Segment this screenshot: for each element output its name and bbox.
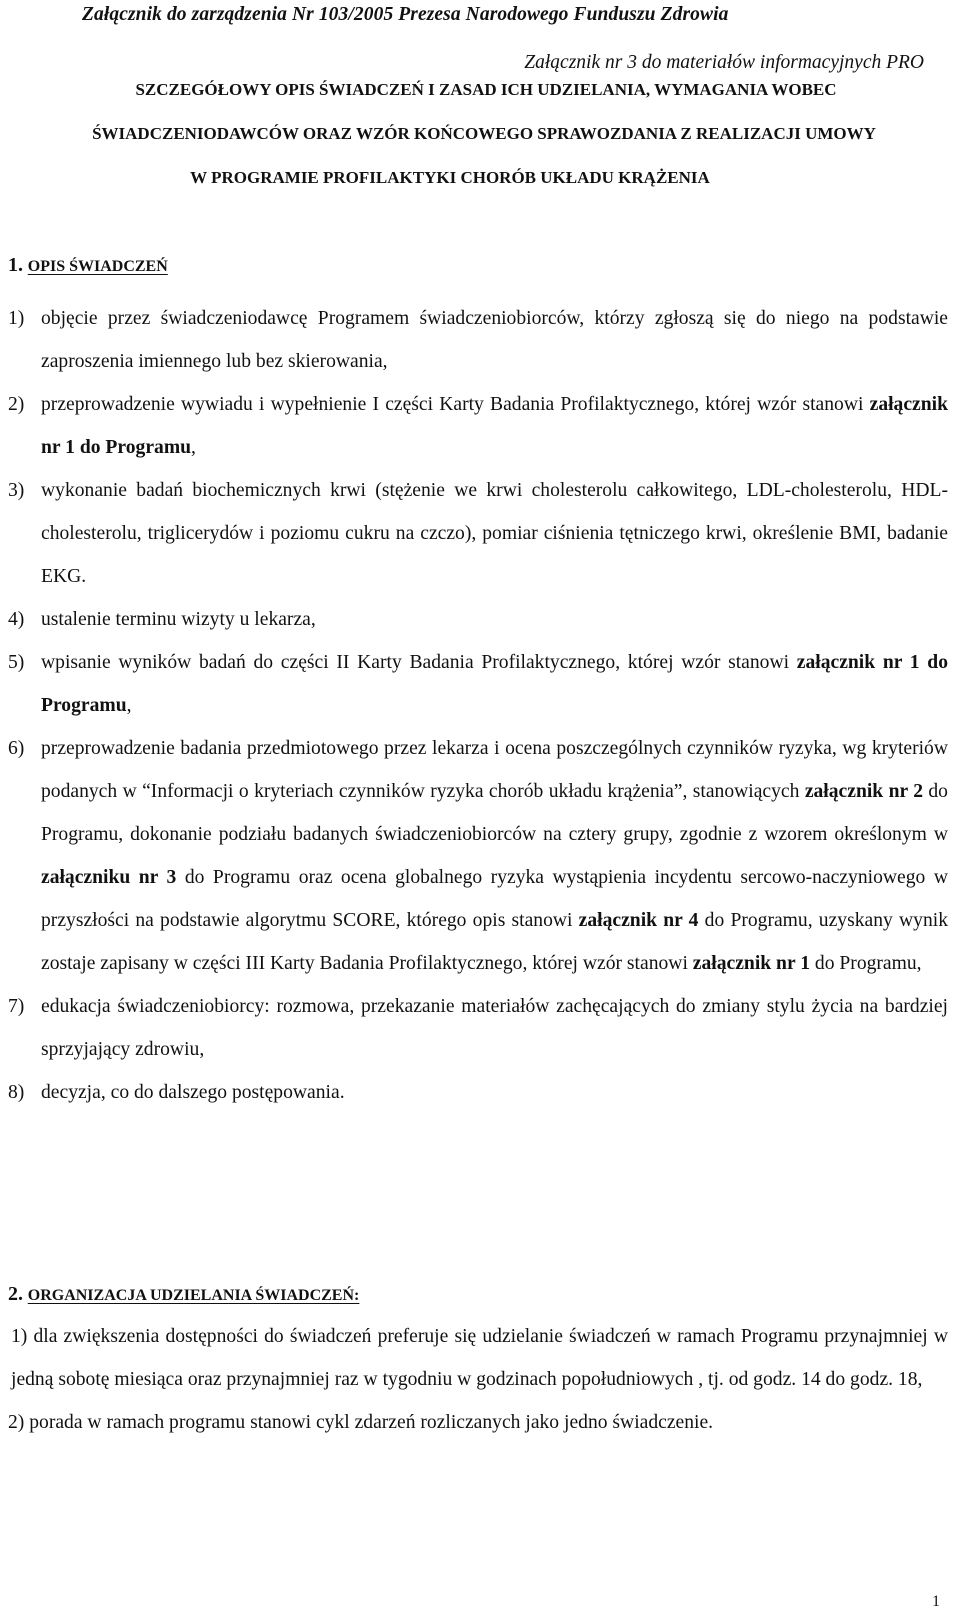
list-item-text: do Programu, uzyskany wynik zostaje zapisany w części III Karty Badania Profilaktycznego, której wzór stanowi	[41, 910, 948, 974]
section-2-paragraph: 2) porada w ramach programu stanowi cykl zdarzeń rozliczanych jako jedno świadczenie.	[8, 1412, 714, 1433]
list-item-text: ,	[126, 695, 132, 716]
list-item-number: 1)	[8, 308, 25, 329]
annex-reference-bold: załącznik nr 1 do Programu	[41, 652, 948, 716]
list-item-text: ustalenie terminu wizyty u lekarza,	[41, 609, 316, 630]
list-item	[8, 1071, 948, 1114]
list-item-text: przeprowadzenie badania przedmiotowego przez lekarza i ocena poszczególnych czynników ryzyka, wg kryteriów podanych w “Informacji o kryteriach czynników ryzyka chorób układu krążenia”, stanowiących	[41, 738, 948, 802]
list-item	[8, 598, 948, 641]
section-2-number: 2.	[8, 1283, 23, 1305]
list-item	[8, 985, 948, 1071]
section-1-list	[8, 297, 948, 1114]
annex-reference: Załącznik nr 3 do materiałów informacyjnych PRO	[524, 52, 924, 73]
section-1-title: OPIS ŚWIADCZEŃ	[27, 258, 168, 275]
list-item	[8, 469, 948, 598]
list-item-number: 7)	[8, 996, 25, 1017]
section-2-title: ORGANIZACJA UDZIELANIA ŚWIADCZEŃ:	[27, 1287, 360, 1304]
list-item-text: objęcie przez świadczeniodawcę Programem świadczeniobiorców, którzy zgłoszą się do niego na podstawie zaproszenia imiennego lub bez skierowania,	[41, 308, 948, 372]
list-item	[8, 727, 948, 985]
document-title-line-1: SZCZEGÓŁOWY OPIS ŚWIADCZEŃ I ZASAD ICH UDZIELANIA, WYMAGANIA WOBEC	[135, 80, 837, 99]
list-item-number: 2)	[8, 394, 25, 415]
page-number: 1	[932, 1593, 940, 1610]
list-item-number: 8)	[8, 1082, 25, 1103]
annex-reference-bold: załącznik nr 1	[692, 953, 810, 974]
list-item-text: decyzja, co do dalszego postępowania.	[41, 1082, 345, 1103]
section-2-list	[8, 1315, 948, 1444]
document-title-line-2: ŚWIADCZENIODAWCÓW ORAZ WZÓR KOŃCOWEGO SPRAWOZDANIA Z REALIZACJI UMOWY	[92, 124, 876, 143]
document-title-line-3: W PROGRAMIE PROFILAKTYKI CHORÓB UKŁADU KRĄŻENIA	[190, 168, 710, 187]
annex-reference-bold: załącznik nr 4	[578, 910, 699, 931]
list-item-text: edukacja świadczeniobiorcy: rozmowa, przekazanie materiałów zachęcających do zmiany stylu życia na bardziej sprzyjający zdrowiu,	[41, 996, 948, 1060]
list-item-text: wykonanie badań biochemicznych krwi (stężenie we krwi cholesterolu całkowitego, LDL-cholesterolu, HDL-cholesterolu, triglicerydów i poziomu cukru na czczo), pomiar ciśnienia tętniczego krwi, określenie BMI, badanie EKG.	[41, 480, 948, 587]
section-2-heading	[8, 1283, 359, 1306]
list-item-number: 3)	[8, 480, 25, 501]
list-item-number: 5)	[8, 652, 25, 673]
list-item-text: wpisanie wyników badań do części II Karty Badania Profilaktycznego, której wzór stanowi	[41, 652, 797, 673]
section-2-paragraph: 1) dla zwiększenia dostępności do świadczeń preferuje się udzielanie świadczeń w ramach Programu przynajmniej w jedną sobotę miesiąca oraz przynajmniej raz w tygodniu w godzinach popołudniowych , tj. od godz. 14 do godz. 18,	[11, 1326, 948, 1390]
list-item-text: ,	[191, 437, 196, 458]
section-1-heading	[8, 254, 168, 277]
list-item-number: 4)	[8, 609, 25, 630]
annex-reference-bold: załącznik nr 2	[804, 781, 923, 802]
annex-reference-bold: załączniku nr 3	[41, 867, 177, 888]
list-item-number: 6)	[8, 738, 25, 759]
list-item	[8, 641, 948, 727]
annex-reference-bold: załącznik nr 1 do Programu	[41, 394, 948, 458]
list-item-text: do Programu oraz ocena globalnego ryzyka wystąpienia incydentu sercowo-naczyniowego w przyszłości na podstawie algorytmu SCORE, którego opis stanowi	[41, 867, 948, 931]
list-item-text: do Programu,	[810, 953, 922, 974]
section-1-number: 1.	[8, 254, 23, 276]
list-item	[8, 383, 948, 469]
list-item	[8, 297, 948, 383]
list-item-text: przeprowadzenie wywiadu i wypełnienie I części Karty Badania Profilaktycznego, której wzór stanowi	[41, 394, 870, 415]
regulation-header: Załącznik do zarządzenia Nr 103/2005 Prezesa Narodowego Funduszu Zdrowia	[82, 4, 729, 25]
list-item-text: do Programu, dokonanie podziału badanych świadczeniobiorców na cztery grupy, zgodnie z wzorem określonym w	[41, 781, 948, 845]
